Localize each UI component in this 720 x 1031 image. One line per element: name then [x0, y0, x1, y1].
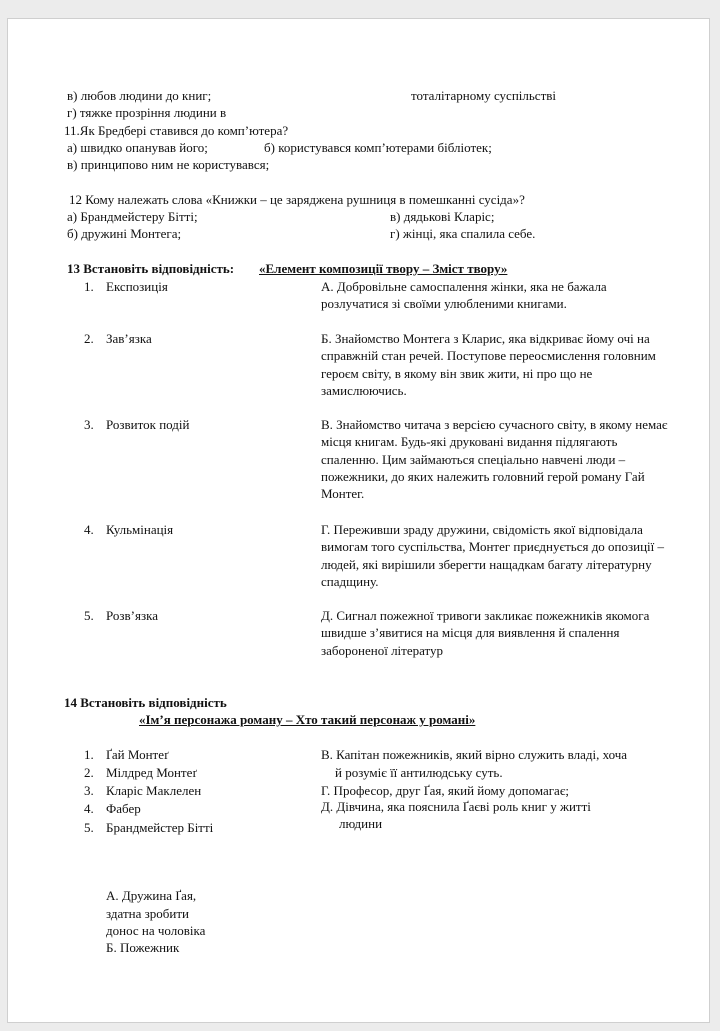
- q14-role-v-cont: й розуміє її антилюдську суть.: [335, 765, 503, 780]
- q10-option-continuation: тоталітарному суспільстві: [411, 88, 557, 103]
- q14-name-num: 1.: [84, 747, 94, 762]
- q13-content-b: Б. Знайомство Монтега з Кларис, яка відкриває йому очі на справжній стан речей. Поступове переосмислення головним героєм світу, в якому він звик жити, ні про що не замислюючись.: [321, 331, 656, 398]
- q14-name: Брандмейстер Бітті: [106, 820, 214, 835]
- q14-name-num: 3.: [84, 783, 94, 798]
- q13-element-num: 3.: [84, 417, 94, 432]
- q14-role-b: Б. Пожежник: [106, 940, 180, 955]
- document-page: [7, 18, 710, 1023]
- q14-role-a: А. Дружина Ґая,: [106, 888, 197, 903]
- q14-name-num: 2.: [84, 765, 94, 780]
- q14-name-num: 5.: [84, 820, 94, 835]
- q12-option-g: г) жінці, яка спалила себе.: [390, 226, 536, 241]
- q13-title: 13 Встановіть відповідність:: [67, 261, 235, 276]
- q10-option-g: г) тяжке прозріння людини в: [67, 105, 227, 120]
- q13-element-num: 1.: [84, 279, 94, 294]
- q12-option-a: а) Брандмейстеру Бітті;: [67, 209, 198, 224]
- q13-element-label: Кульмінація: [106, 522, 174, 537]
- q14-role-d: Д. Дівчина, яка пояснила Ґаєві роль книг у житті: [321, 799, 591, 814]
- q11-option-a: а) швидко опанував його;: [67, 140, 208, 155]
- q14-role-a-cont: донос на чоловіка: [106, 923, 206, 938]
- q13-subtitle: «Елемент композиції твору – Зміст твору»: [259, 261, 508, 276]
- q14-role-a-cont: здатна зробити: [106, 906, 189, 921]
- q14-name: Кларіс Маклелен: [106, 783, 202, 798]
- q13-element-num: 5.: [84, 608, 94, 623]
- q11-option-b: б) користувався комп’ютерами бібліотек;: [264, 140, 492, 155]
- q12-question: 12 Кому належать слова «Книжки – це заряджена рушниця в помешканні сусіда»?: [69, 192, 525, 207]
- q14-role-v: В. Капітан пожежників, який вірно служить владі, хоча: [321, 747, 628, 762]
- q14-title: 14 Встановіть відповідність: [64, 695, 227, 710]
- q14-name: Фабер: [106, 801, 141, 816]
- q13-element-label: Розв’язка: [106, 608, 159, 623]
- q13-element-num: 2.: [84, 331, 94, 346]
- q13-content-g: Г. Переживши зраду дружини, свідомість якої відповідала вимогам того суспільства, Монтег приєднується до опозиції – людей, які вирішили зберегти нащадкам багату літературну спадщину.: [321, 522, 665, 589]
- q12-option-v: в) дядькові Кларіс;: [390, 209, 495, 224]
- q14-name: Мілдред Монтеґ: [106, 765, 197, 780]
- q10-option-v: в) любов людини до книг;: [67, 88, 212, 103]
- q11-option-v: в) принципово ним не користувався;: [67, 157, 270, 172]
- q14-role-g: Г. Професор, друг Ґая, який йому допомагає;: [321, 783, 570, 798]
- q12-option-b: б) дружині Монтега;: [67, 226, 182, 241]
- q13-element-num: 4.: [84, 522, 94, 537]
- q13-element-label: Розвиток подій: [106, 417, 190, 432]
- q13-content-d: Д. Сигнал пожежної тривоги закликає пожежників якомога швидше з’явитися на місця для виявлення й спалення забороненої літератур: [321, 608, 650, 658]
- q13-element-label: Експозиція: [106, 279, 168, 294]
- q14-name: Ґай Монтеґ: [106, 747, 169, 762]
- q14-role-d-cont: людини: [339, 816, 383, 831]
- q14-name-num: 4.: [84, 801, 94, 816]
- q13-content-a: А. Добровільне самоспалення жінки, яка не бажала розлучатися зі своїми улюбленими книгами.: [321, 279, 607, 312]
- q13-content-v: В. Знайомство читача з версією сучасного світу, в якому немає місця книгам. Будь-які друковані видання підлягають спаленню. Цим займаються спеціально навчені люди – пожежники, до яких належить головний герой роману Гай Монтег.: [321, 417, 668, 502]
- q13-element-label: Зав’язка: [106, 331, 152, 346]
- q11-question: 11.Як Бредбері ставився до комп’ютера?: [64, 123, 289, 138]
- q14-subtitle: «Ім’я персонажа роману – Хто такий персонаж у романі»: [139, 712, 476, 727]
